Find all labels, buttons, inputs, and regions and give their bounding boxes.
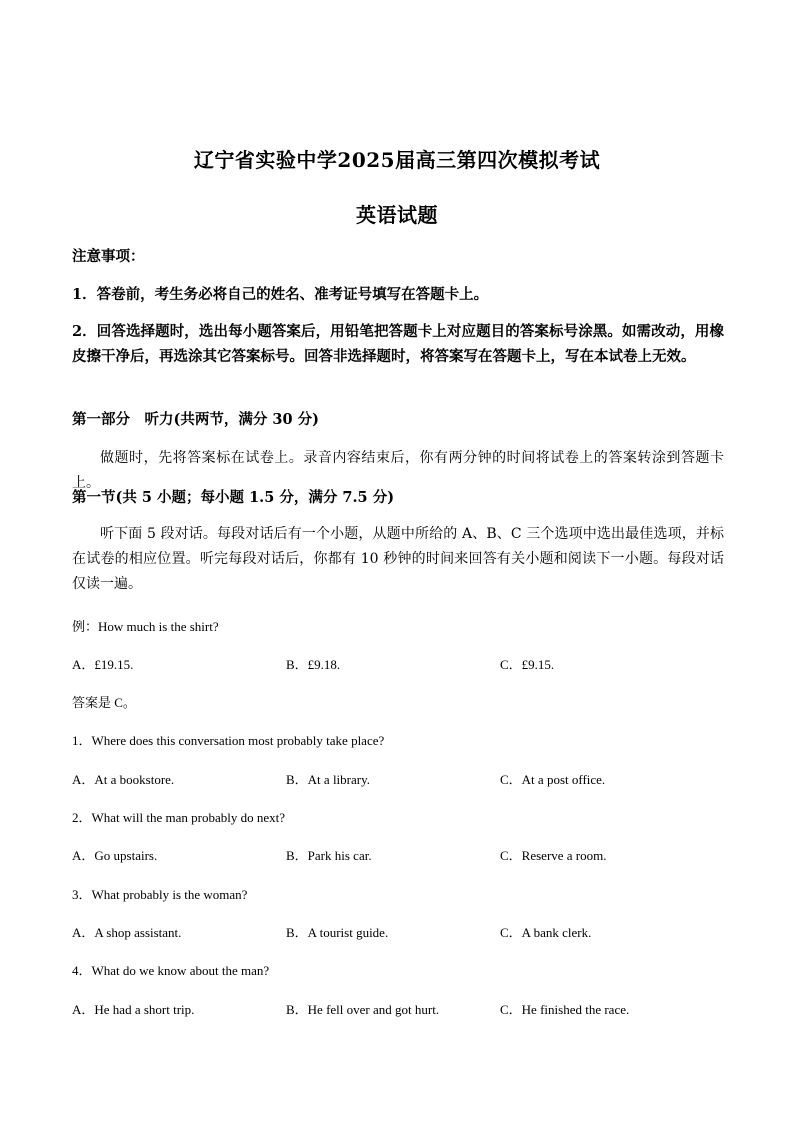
exam-title: 辽宁省实验中学2025届高三第四次模拟考试: [193, 148, 601, 172]
question-4-option-b: B．He fell over and got hurt.: [286, 1002, 440, 1017]
exam-subtitle: 英语试题: [356, 203, 438, 227]
question-3: 3．What probably is the woman?: [72, 887, 248, 902]
notice-heading: 注意事项：: [72, 248, 145, 265]
question-3-option-a: A．A shop assistant.: [72, 925, 182, 940]
example-option-c: C．£9.15.: [500, 657, 555, 672]
question-1: 1．Where does this conversation most probably take place?: [72, 733, 385, 748]
part1-heading: 第一部分 听力(共两节，满分 30 分): [72, 411, 319, 428]
question-3-option-b: B．A tourist guide.: [286, 925, 389, 940]
notice-item-1: 1．答卷前，考生务必将自己的姓名、准考证号填写在答题卡上。: [72, 286, 489, 303]
section1-heading: 第一节(共 5 小题；每小题 1.5 分，满分 7.5 分): [72, 489, 395, 506]
question-1-option-b: B．At a library.: [286, 772, 370, 787]
question-2-option-b: B．Park his car.: [286, 848, 372, 863]
question-2: 2．What will the man probably do next?: [72, 810, 286, 825]
question-1-option-c: C．At a post office.: [500, 772, 606, 787]
question-4-option-a: A．He had a short trip.: [72, 1002, 195, 1017]
part1-instruction: 做题时，先将答案标在试卷上。录音内容结束后，你有两分钟的时间将试卷上的答案转涂到答题卡上。: [72, 450, 724, 491]
example-answer: 答案是 C。: [72, 695, 136, 710]
example-option-a: A．£19.15.: [72, 657, 134, 672]
question-4: 4．What do we know about the man?: [72, 963, 270, 978]
notice-item-2: 2．回答选择题时，选出每小题答案后，用铅笔把答题卡上对应题目的答案标号涂黑。如需改动，用橡皮擦干净后，再选涂其它答案标号。回答非选择题时，将答案写在答题卡上，写在本试卷上无效。: [72, 323, 724, 365]
question-2-option-a: A．Go upstairs.: [72, 848, 158, 863]
example-question: 例：How much is the shirt?: [72, 619, 219, 634]
section1-instruction: 听下面 5 段对话。每段对话后有一个小题，从题中所给的 A、B、C 三个选项中选出最佳选项，并标在试卷的相应位置。听完每段对话后，你都有 10 秒钟的时间来回答有关小题和阅读下一小题。每段对话仅读一遍。: [72, 526, 724, 592]
question-1-option-a: A．At a bookstore.: [72, 772, 175, 787]
question-2-option-c: C．Reserve a room.: [500, 848, 607, 863]
example-option-b: B．£9.18.: [286, 657, 341, 672]
question-3-option-c: C．A bank clerk.: [500, 925, 592, 940]
question-4-option-c: C．He finished the race.: [500, 1002, 630, 1017]
